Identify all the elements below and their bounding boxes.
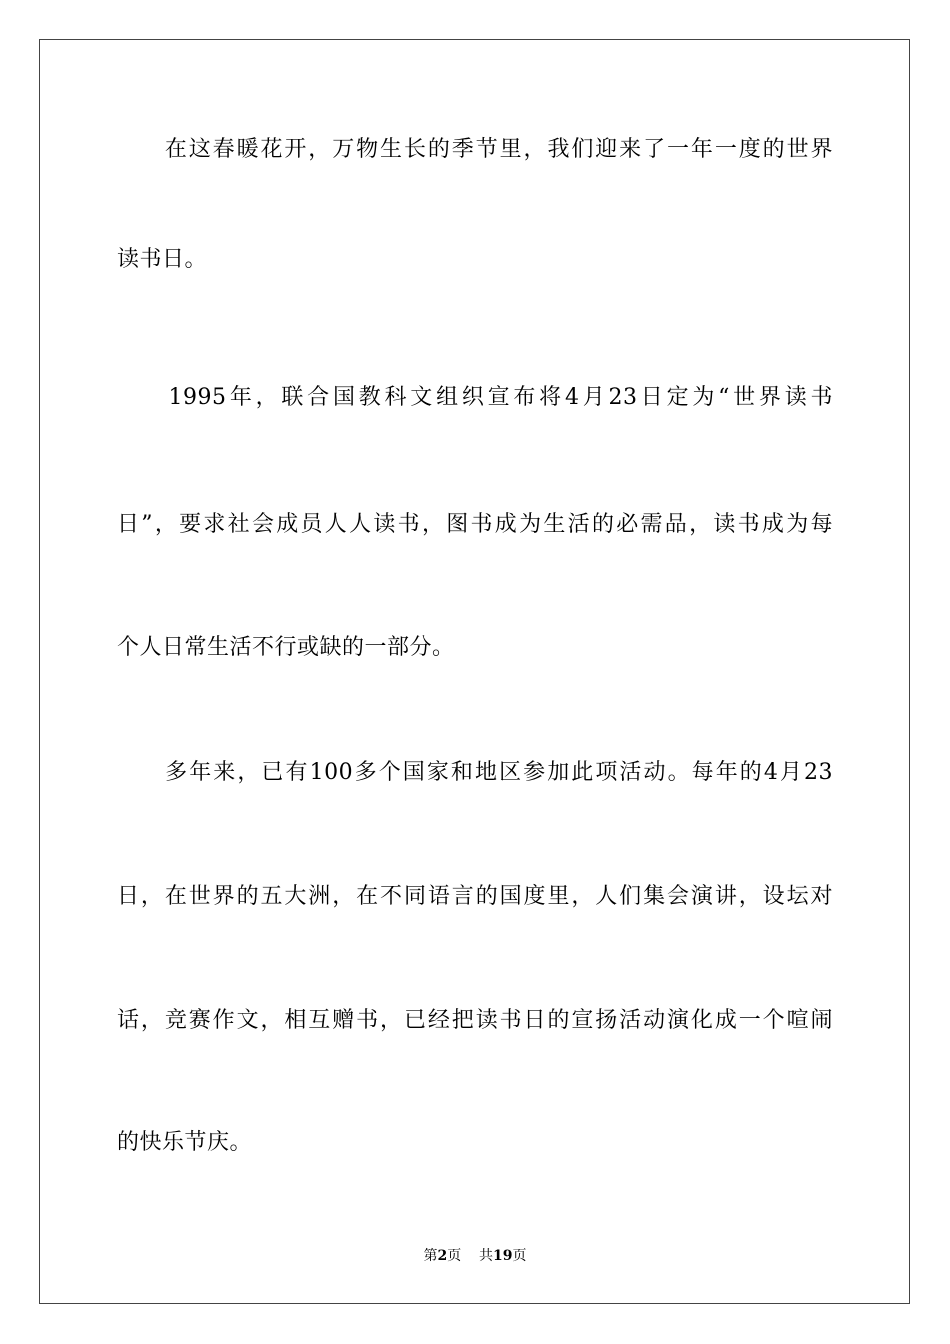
- footer-page-number: 2: [437, 1248, 448, 1264]
- page-footer: [0, 1246, 950, 1266]
- footer-total-prefix: 共: [479, 1248, 494, 1264]
- text-line-4: 日”，要求社会成员人人读书，图书成为生活的必需品，读书成为每: [117, 512, 833, 537]
- text-line-9: 的快乐节庆。: [117, 1130, 253, 1155]
- footer-page-suffix: 页: [447, 1248, 462, 1264]
- footer-total-pages: 19: [493, 1248, 513, 1264]
- text-line-8: 话，竞赛作文，相互赠书，已经把读书日的宣扬活动演化成一个喧闹: [117, 1008, 833, 1033]
- text-line-3: 1995年，联合国教科文组织宣布将4月23日定为“世界读书: [117, 385, 833, 410]
- text-line-6: 多年来，已有100多个国家和地区参加此项活动。每年的4月23: [117, 760, 834, 785]
- page-frame: [39, 39, 910, 1304]
- footer-page-prefix: 第: [423, 1248, 438, 1264]
- footer-total-suffix: 页: [512, 1248, 527, 1264]
- text-line-7: 日，在世界的五大洲，在不同语言的国度里，人们集会演讲，设坛对: [117, 884, 833, 909]
- text-line-2: 读书日。: [117, 247, 208, 272]
- text-line-1: 在这春暖花开，万物生长的季节里，我们迎来了一年一度的世界: [117, 137, 833, 162]
- text-line-5: 个人日常生活不行或缺的一部分。: [117, 635, 455, 660]
